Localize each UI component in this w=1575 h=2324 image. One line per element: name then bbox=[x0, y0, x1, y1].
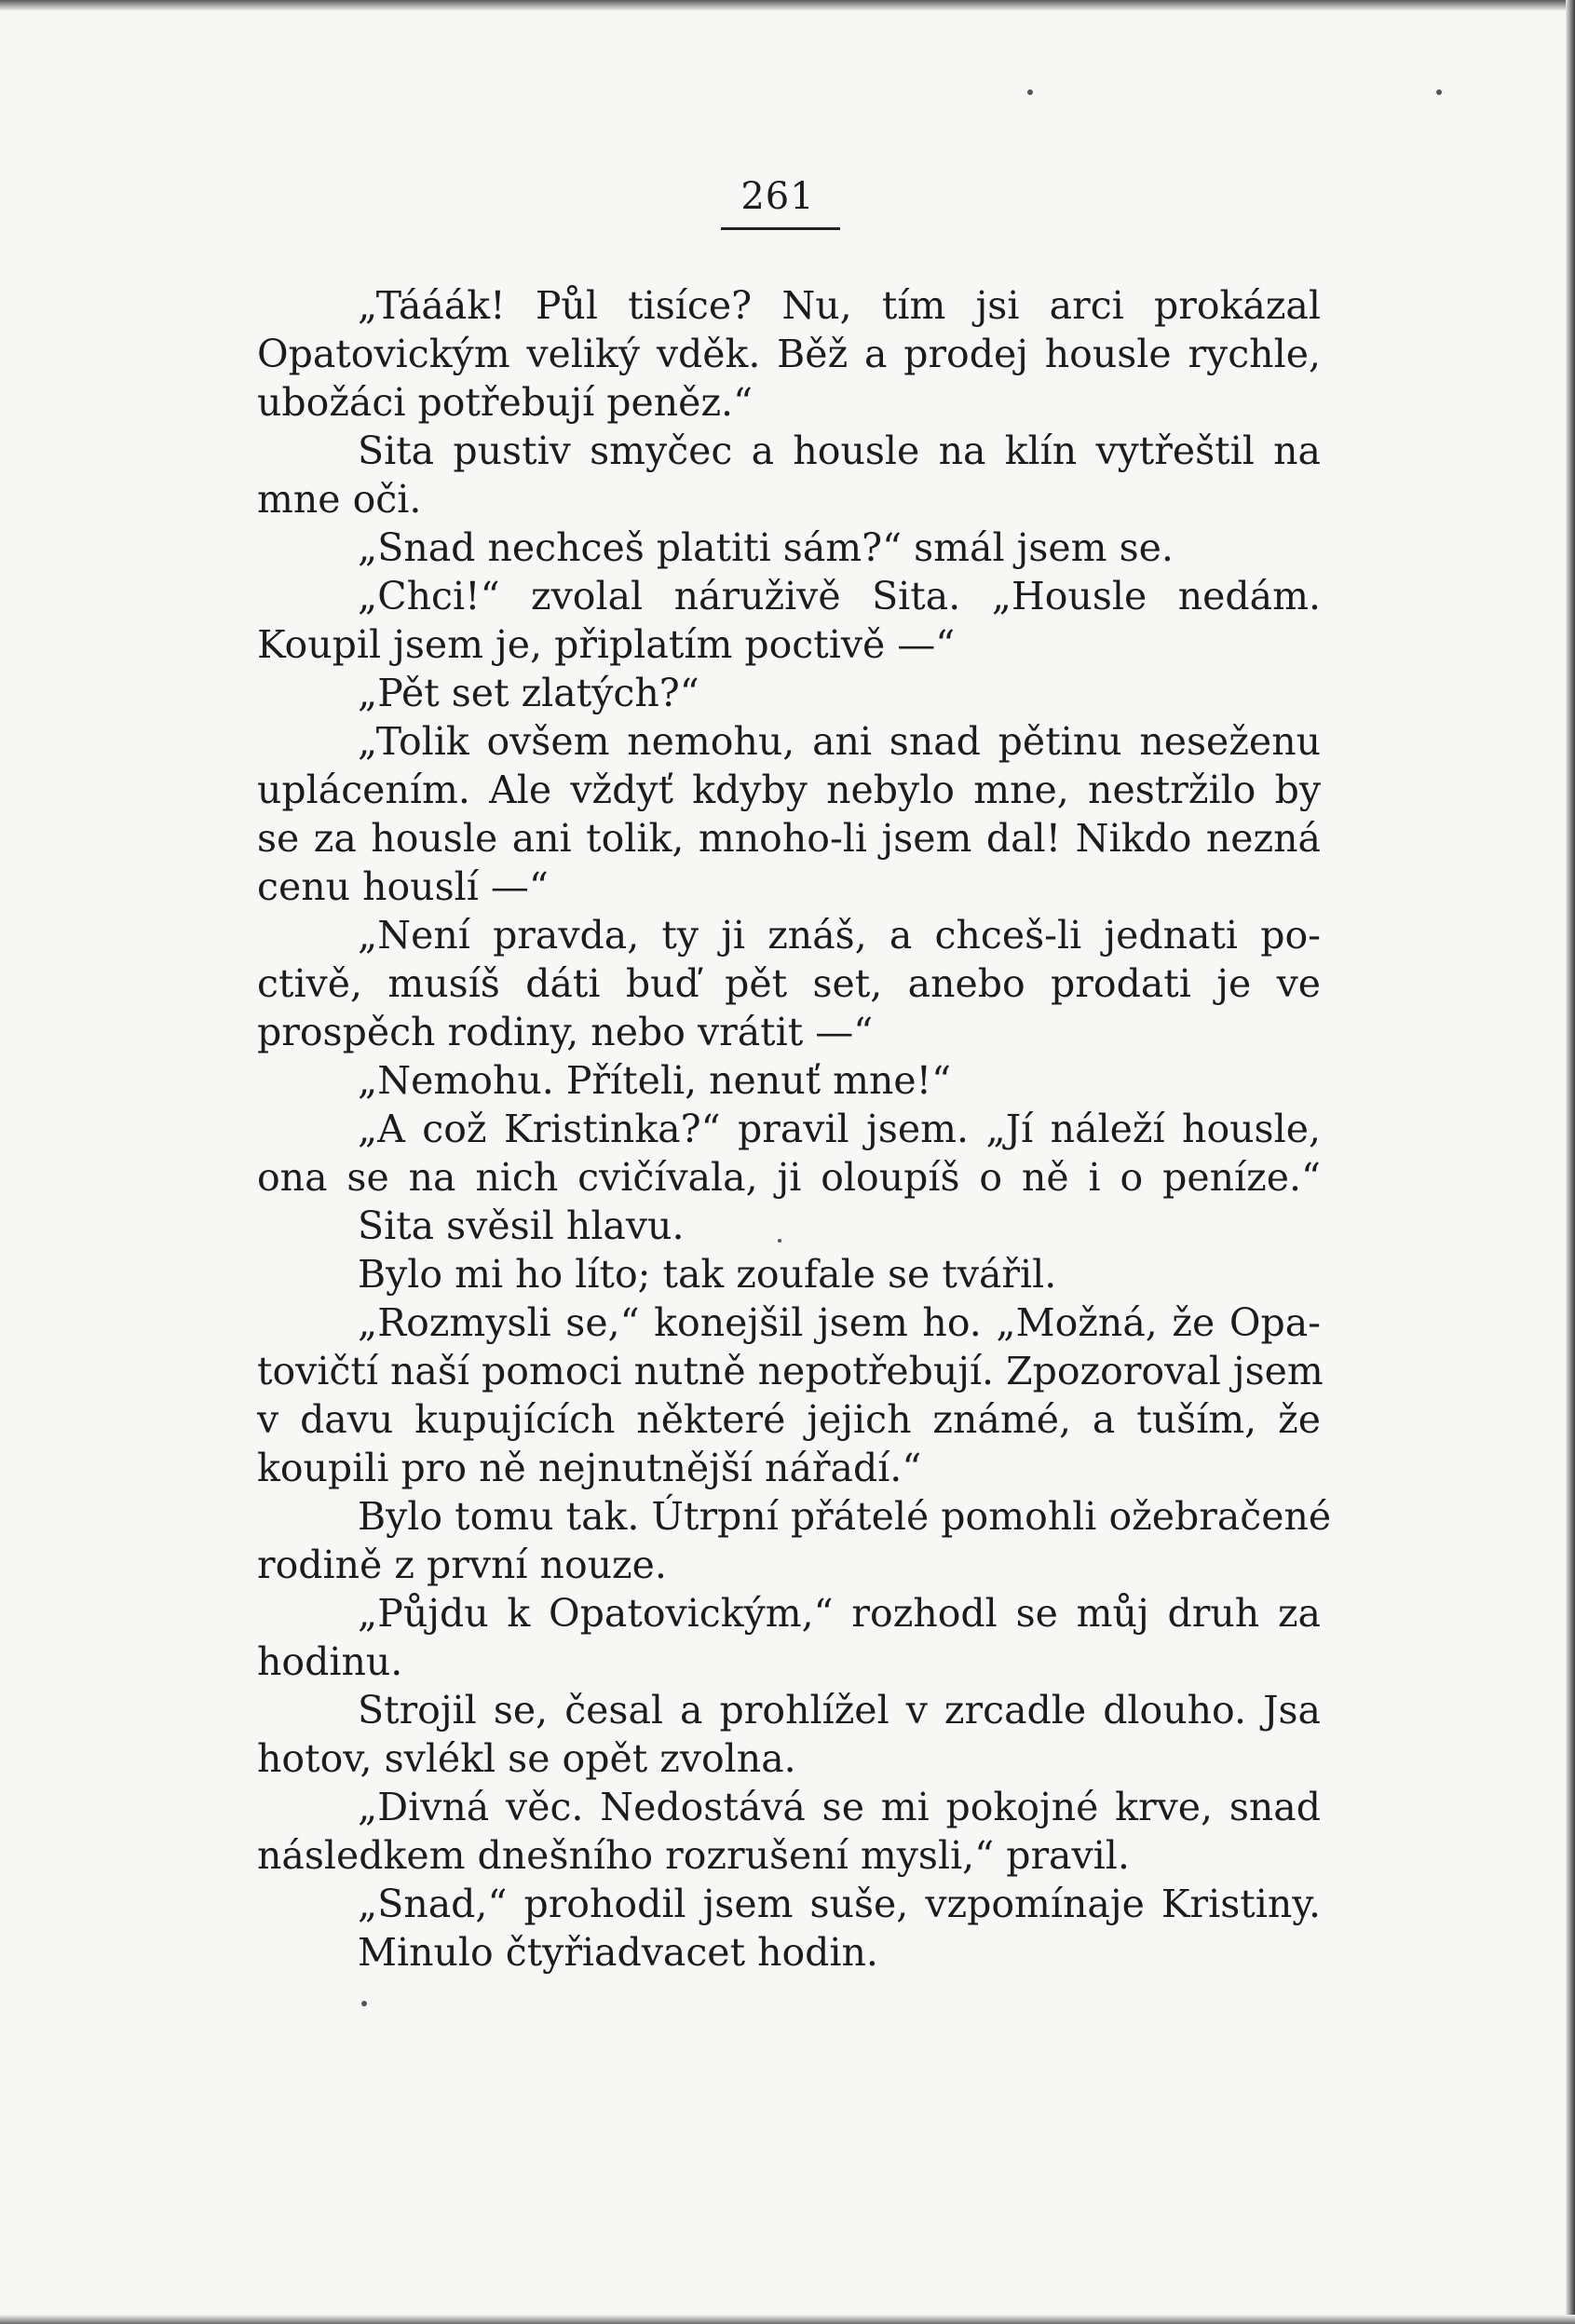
text-line: „A což Kristinka?“ pravil jsem. „Jí náleží housle, bbox=[358, 1107, 1321, 1151]
text-line: „Snad nechceš platiti sám?“ smál jsem se. bbox=[358, 525, 1174, 570]
page-number-rule bbox=[721, 227, 840, 230]
text-line: Sita svěsil hlavu. bbox=[358, 1203, 685, 1248]
page-bottom-edge bbox=[0, 2315, 1575, 2324]
text-line: „Nemohu. Příteli, nenuť mne!“ bbox=[358, 1058, 952, 1103]
text-line: ubožáci potřebují peněz.“ bbox=[257, 380, 754, 425]
text-line: hodinu. bbox=[257, 1639, 403, 1684]
text-line: Strojil se, česal a prohlížel v zrcadle dlouho. Jsa bbox=[358, 1688, 1321, 1733]
text-line: uplácením. Ale vždyť kdyby nebylo mne, nestržilo by bbox=[257, 768, 1321, 812]
text-line: hotov, svlékl se opět zvolna. bbox=[257, 1736, 796, 1781]
text-line: prospěch rodiny, nebo vrátit —“ bbox=[257, 1010, 874, 1054]
text-line: v davu kupujících některé jejich známé, a tuším, že bbox=[257, 1397, 1321, 1442]
text-line: koupili pro ně nejnutnější nářadí.“ bbox=[257, 1446, 922, 1490]
text-line: ctivě, musíš dáti buď pět set, anebo prodati je ve bbox=[257, 961, 1321, 1006]
page-number: 261 bbox=[740, 175, 815, 218]
text-line: rodině z první nouze. bbox=[257, 1543, 667, 1587]
text-line: „Tolik ovšem nemohu, ani snad pětinu neseženu bbox=[358, 719, 1321, 764]
text-line: Sita pustiv smyčec a housle na klín vytřeštil na bbox=[358, 428, 1321, 473]
text-line: následkem dnešního rozrušení mysli,“ pravil. bbox=[257, 1833, 1130, 1878]
text-line: „Chci!“ zvolal náruživě Sita. „Housle nedám. bbox=[358, 574, 1321, 618]
page-right-edge bbox=[1566, 0, 1575, 2324]
text-line: Bylo mi ho líto; tak zoufale se tvářil. bbox=[358, 1252, 1057, 1297]
text-line: cenu houslí —“ bbox=[257, 864, 549, 909]
speck bbox=[778, 1239, 781, 1243]
text-line: tovičtí naší pomoci nutně nepotřebují. Zpozoroval jsem bbox=[257, 1349, 1324, 1393]
text-line: „Není pravda, ty ji znáš, a chceš-li jednati po- bbox=[358, 913, 1321, 958]
text-line: „Divná věc. Nedostává se mi pokojné krve, snad bbox=[358, 1785, 1321, 1829]
text-line: Opatovickým veliký vděk. Běž a prodej housle rychle, bbox=[257, 332, 1321, 376]
text-line: „Rozmysli se,“ konejšil jsem ho. „Možná, že Opa- bbox=[358, 1300, 1321, 1345]
text-line: „Pět set zlatých?“ bbox=[358, 671, 699, 715]
text-line: mne oči. bbox=[257, 477, 422, 522]
text-line: „Tááák! Půl tisíce? Nu, tím jsi arci prokázal bbox=[358, 283, 1321, 328]
text-line: „Snad,“ prohodil jsem suše, vzpomínaje Kristiny. bbox=[358, 1882, 1321, 1926]
text-line: Minulo čtyřiadvacet hodin. bbox=[358, 1930, 878, 1975]
speck bbox=[361, 2001, 367, 2006]
text-line: „Půjdu k Opatovickým,“ rozhodl se můj druh za bbox=[358, 1591, 1321, 1636]
page-top-edge bbox=[0, 0, 1575, 11]
body-text bbox=[257, 281, 1332, 1977]
speck bbox=[1436, 89, 1442, 95]
text-line: se za housle ani tolik, mnoho-li jsem dal! Nikdo nezná bbox=[257, 816, 1321, 861]
text-line: Koupil jsem je, připlatím poctivě —“ bbox=[257, 622, 956, 667]
text-line: ona se na nich cvičívala, ji oloupíš o ně i o peníze.“ bbox=[257, 1155, 1321, 1200]
speck bbox=[1027, 89, 1033, 95]
text-line: Bylo tomu tak. Útrpní přátelé pomohli ožebračené bbox=[358, 1494, 1332, 1539]
